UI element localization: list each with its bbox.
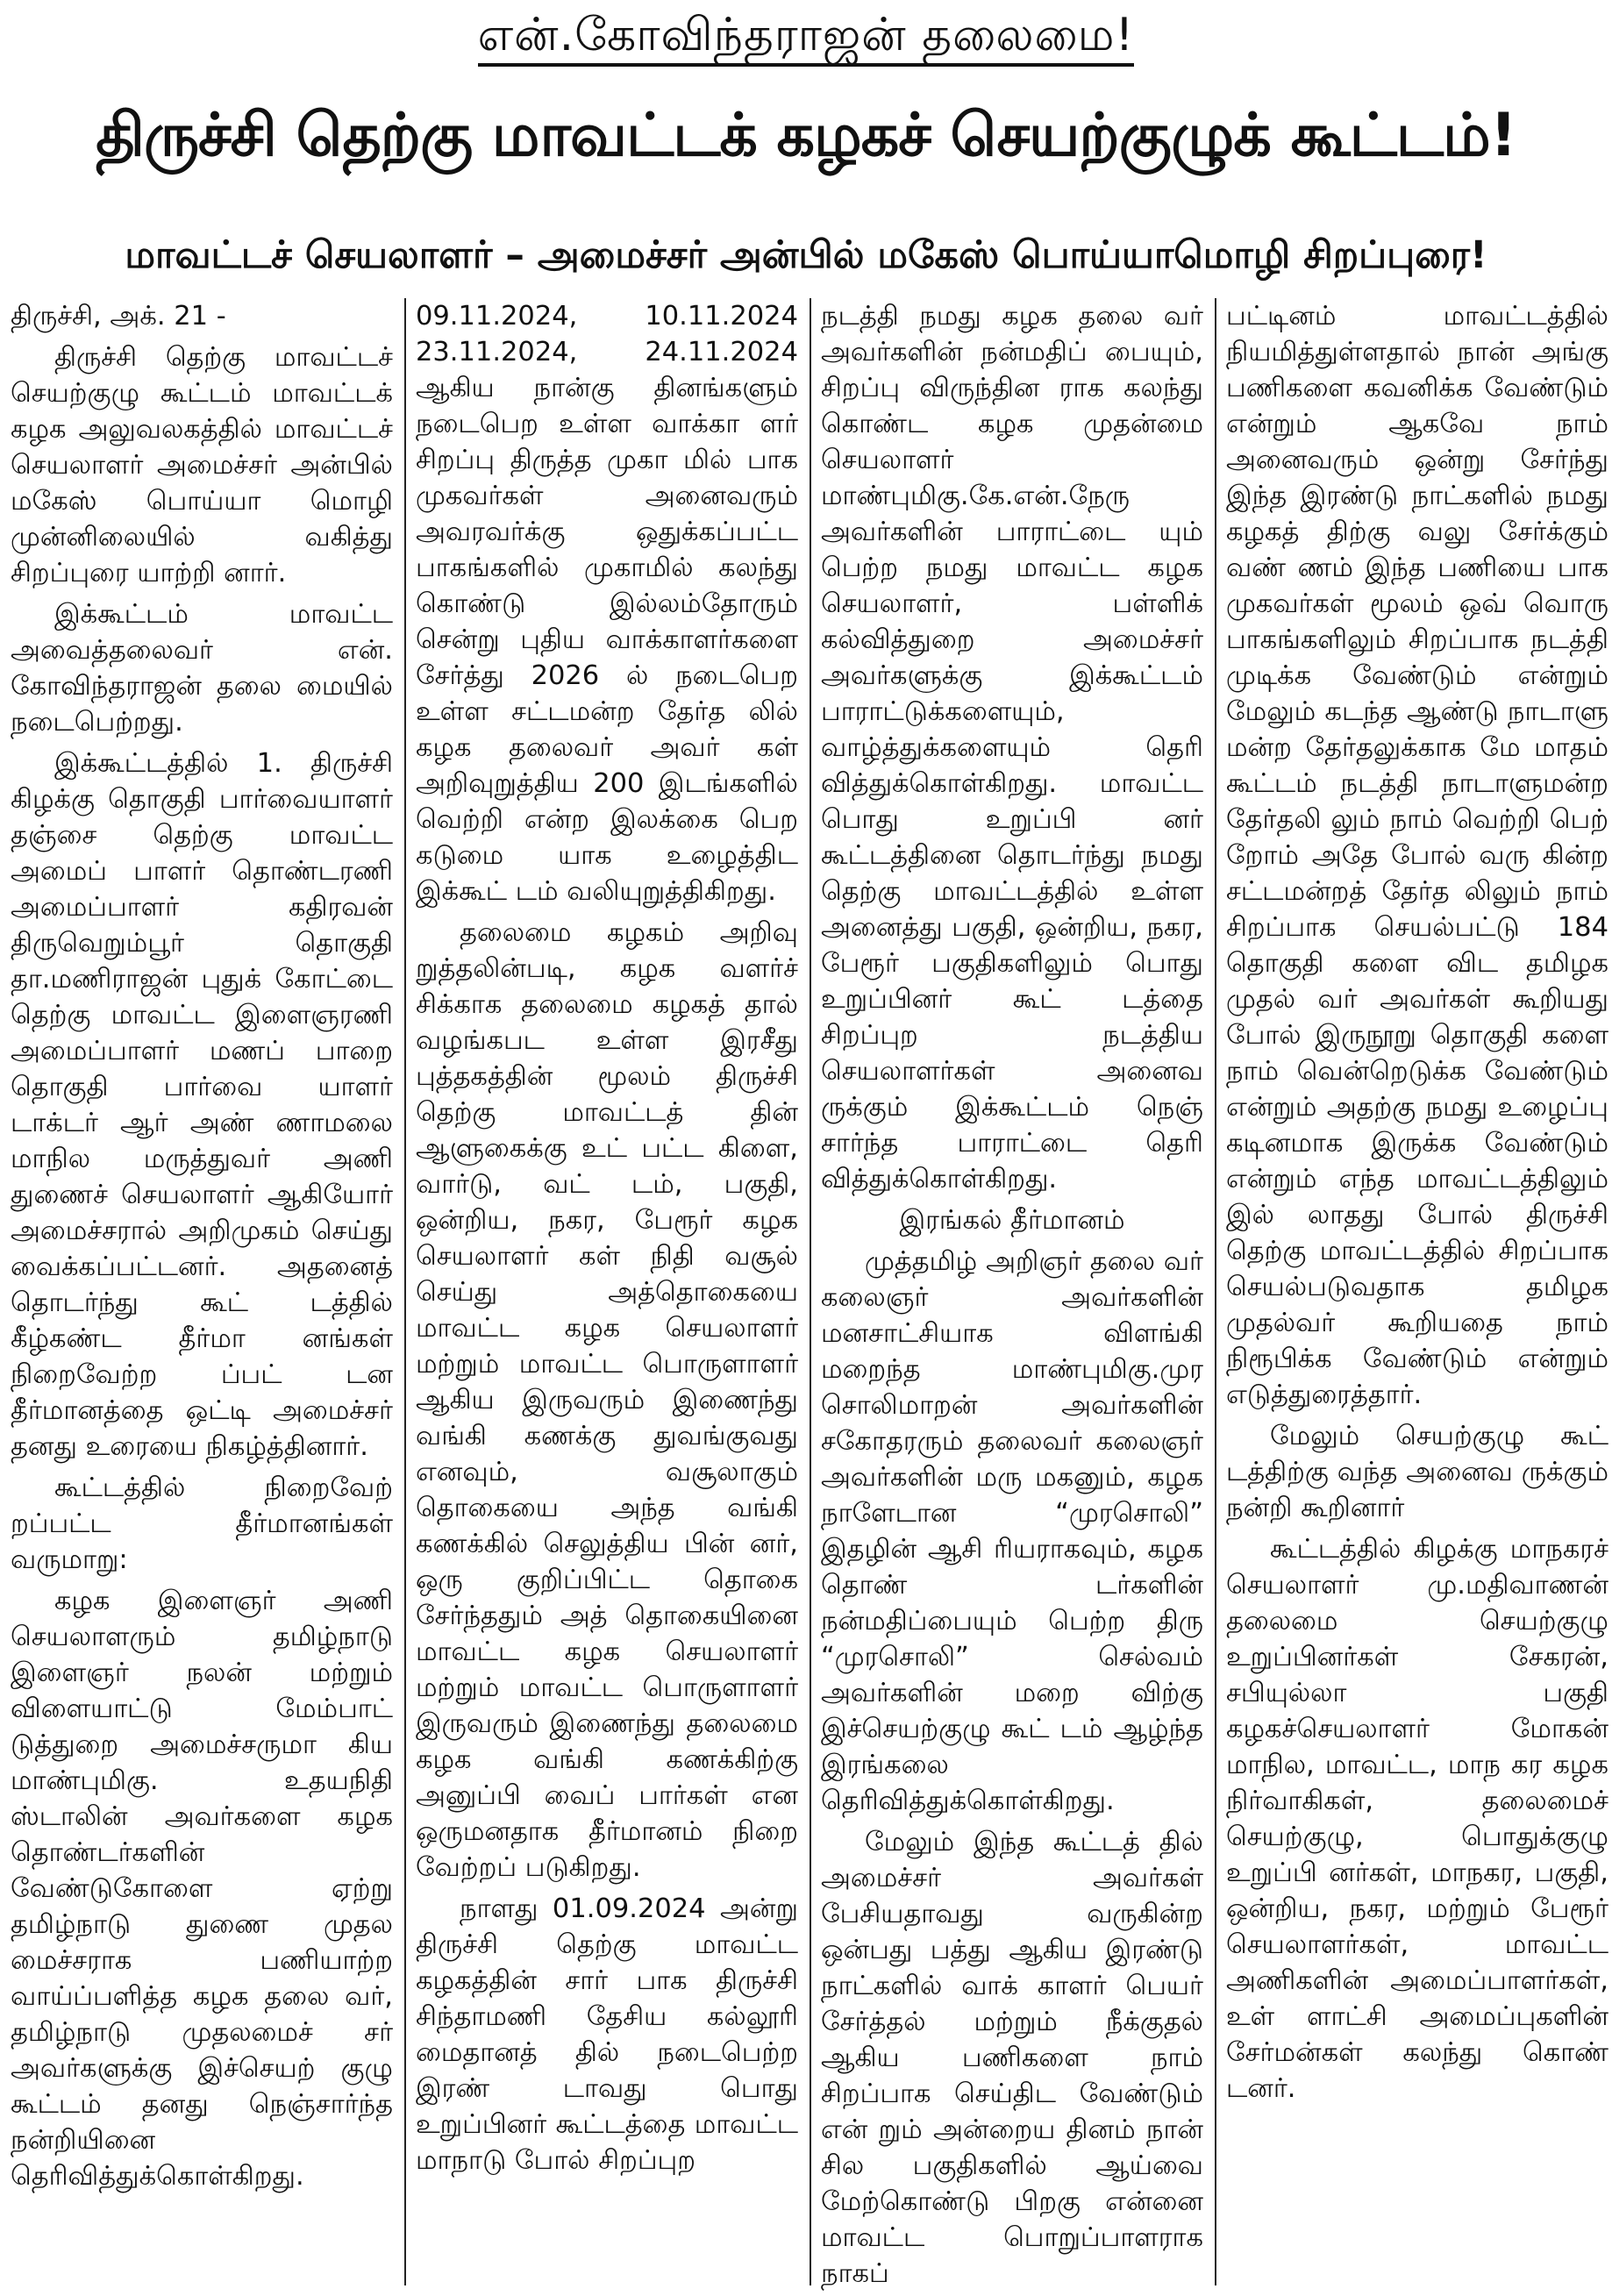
section-heading: இரங்கல் தீர்மானம் <box>899 1205 1125 1236</box>
column-divider <box>404 298 406 2285</box>
paragraph: நாளது 01.09.2024 அன்று திருச்சி தெற்கு மாவட்ட கழகத்தின் சார் பாக திருச்சி சிந்தாமணி தேசிய கல்லூரி மைதானத் தில் நடைபெற்ற இரண் டாவது பொது உறுப்பினர் கூட்டத்தை மாவட்ட மாநாடு போல் சிறப்புற <box>416 1893 798 2176</box>
column-divider <box>1215 298 1216 2285</box>
paragraph: திருச்சி தெற்கு மாவட்டச் செயற்குழு கூட்டம் மாவட்டக் கழக அலுவலகத்தில் மாவட்டச் செயலாளர் அமைச்சர் அன்பில் மகேஸ் பொய்யா மொழி முன்னிலையில் வகித்து சிறப்புரை யாற்றி னார். <box>11 342 393 588</box>
paragraph: இக்கூட்டத்தில் 1. திருச்சி கிழக்கு தொகுதி பார்வையாளர் தஞ்சை தெற்கு மாவட்ட அமைப் பாளர் தொண்டரணி அமைப்பாளர் கதிரவன் திருவெறும்பூர் தொகுதி தா.மணிராஜன் புதுக் கோட்டை தெற்கு மாவட்ட இளைஞரணி அமைப்பாளர் மணப் பாறை தொகுதி பார்வை யாளர் டாக்டர் ஆர் அண் ணாமலை மாநில மருத்துவர் அணி துணைச் செயலாளர் ஆகியோர் அமைச்சரால் அறிமுகம் செய்து வைக்கப்பட்டனர். அதனைத் தொடர்ந்து கூட் டத்தில் கீழ்கண்ட தீர்மா னங்கள் நிறைவேற்ற ப்பட் டன தீர்மானத்தை ஒட்டி அமைச்சர் தனது உரையை நிகழ்த்தினார். <box>11 748 393 1462</box>
article-column-1 <box>11 298 393 2291</box>
article-column-3 <box>821 298 1203 2291</box>
kicker <box>0 7 1612 63</box>
paragraph: தலைமை கழகம் அறிவு றுத்தலின்படி, கழக வளர்ச் சிக்காக தலைமை கழகத் தால் வழங்கபட உள்ள இரசீது புத்தகத்தின் மூலம் திருச்சி தெற்கு மாவட்டத் தின் ஆளுகைக்கு உட் பட்ட கிளை, வார்டு, வட் டம், பகுதி, ஒன்றிய, நகர, பேரூர் கழக செயலாளர் கள் நிதி வசூல் செய்து அத்தொகையை மாவட்ட கழக செயலாளர் மற்றும் மாவட்ட பொருளாளர் ஆகிய இருவரும் இணைந்து வங்கி கணக்கு துவங்குவது எனவும், வசூலாகும் தொகையை அந்த வங்கி கணக்கில் செலுத்திய பின் னர், ஒரு குறிப்பிட்ட தொகை சேர்ந்ததும் அத் தொகையினை மாவட்ட கழக செயலாளர் மற்றும் மாவட்ட பொருளாளர் இருவரும் இணைந்து தலைமை கழக வங்கி கணக்கிற்கு அனுப்பி வைப் பார்கள் என ஒருமனதாக தீர்மானம் நிறை வேற்றப் படுகிறது. <box>416 917 798 1883</box>
column-divider <box>810 298 811 2285</box>
paragraph: மேலும் இந்த கூட்டத் தில் அமைச்சர் அவர்கள் பேசியதாவது வருகின்ற ஒன்பது பத்து ஆகிய இரண்டு நாட்களில் வாக் காளர் பெயர் சேர்த்தல் மற்றும் நீக்குதல் ஆகிய பணிகளை நாம் சிறப்பாக செய்திட வேண்டும் என் றும் அன்றைய தினம் நான் சில பகுதிகளில் ஆய்வை மேற்கொண்டு பிறகு என்னை மாவட்ட பொறுப்பாளராக நாகப் <box>821 1827 1203 2289</box>
paragraph: இக்கூட்டம் மாவட்ட அவைத்தலைவர் என். கோவிந்தராஜன் தலை மையில் நடைபெற்றது. <box>11 599 393 738</box>
paragraph: மேலும் செயற்குழு கூட் டத்திற்கு வந்த அனைவ ருக்கும் நன்றி கூறினார் <box>1226 1421 1608 1523</box>
paragraph: பட்டினம் மாவட்டத்தில் நியமித்துள்ளதால் நான் அங்கு பணிகளை கவனிக்க வேண்டும் என்றும் ஆகவே நாம் அனைவரும் ஒன்று சேர்ந்து இந்த இரண்டு நாட்களில் நமது கழகத் திற்கு வலு சேர்க்கும் வண் ணம் இந்த பணியை பாக முகவர்கள் மூலம் ஒவ் வொரு பாகங்களிலும் சிறப்பாக நடத்தி முடிக்க வேண்டும் என்றும் மேலும் கடந்த ஆண்டு நாடாளு மன்ற தேர்தலுக்காக மே மாதம் கூட்டம் நடத்தி நாடாளுமன்ற தேர்தலி லும் நாம் வெற்றி பெற் றோம் அதே போல் வரு கின்ற சட்டமன்றத் தேர்த லிலும் நாம் சிறப்பாக செயல்பட்டு 184 தொகுதி களை விட தமிழக முதல் வர் அவர்கள் கூறியது போல் இருநூறு தொகுதி களை நாம் வென்றெடுக்க வேண்டும் என்றும் அதற்கு நமது உழைப்பு கடினமாக இருக்க வேண்டும் என்றும் எந்த மாவட்டத்திலும் இல் லாதது போல் திருச்சி தெற்கு மாவட்டத்தில் சிறப்பாக செயல்படுவதாக தமிழக முதல்வர் கூறியதை நாம் நிரூபிக்க வேண்டும் என்றும் எடுத்துரைத்தார். <box>1226 301 1608 1410</box>
article-column-2 <box>416 298 798 2291</box>
dateline: திருச்சி, அக். 21 - <box>11 301 226 332</box>
paragraph: கழக இளைஞர் அணி செயலாளரும் தமிழ்நாடு இளைஞர் நலன் மற்றும் விளையாட்டு மேம்பாட் டுத்துறை அமைச்சருமா கிய மாண்புமிகு. உதயநிதி ஸ்டாலின் அவர்களை கழக தொண்டர்களின் வேண்டுகோளை ஏற்று தமிழ்நாடு துணை முதல மைச்சராக பணியாற்ற வாய்ப்பளித்த கழக தலை வர், தமிழ்நாடு முதலமைச் சர் அவர்களுக்கு இச்செயற் குழு கூட்டம் தனது நெஞ்சார்ந்த நன்றியினை தெரிவித்துக்கொள்கிறது. <box>11 1586 393 2192</box>
paragraph: முத்தமிழ் அறிஞர் தலை வர் கலைஞர் அவர்களின் மனசாட்சியாக விளங்கி மறைந்த மாண்புமிகு.முர சொலிமாறன் அவர்களின் சகோதரரும் தலைவர் கலைஞர் அவர்களின் மரு மகனும், கழக நாளேடான “முரசொலி” இதழின் ஆசி ரியராகவும், கழக தொண் டர்களின் நன்மதிப்பையும் பெற்ற திரு “முரசொலி” செல்வம் அவர்களின் மறை விற்கு இச்செயற்குழு கூட் டம் ஆழ்ந்த இரங்கலை தெரிவித்துக்கொள்கிறது. <box>821 1246 1203 1816</box>
paragraph: கூட்டத்தில் நிறைவேற் றப்பட்ட தீர்மானங்கள் வருமாறு: <box>11 1472 393 1575</box>
subheadline: மாவட்டச் செயலாளர் – அமைச்சர் அன்பில் மகேஸ் பொய்யாமொழி சிறப்புரை! <box>125 233 1487 277</box>
article-column-4 <box>1226 298 1608 2291</box>
paragraph: நடத்தி நமது கழக தலை வர் அவர்களின் நன்மதிப் பையும், சிறப்பு விருந்தின ராக கலந்து கொண்ட கழக முதன்மை செயலாளர் மாண்புமிகு.கே.என்.நேரு அவர்களின் பாராட்டை யும் பெற்ற நமது மாவட்ட கழக செயலாளர், பள்ளிக் கல்வித்துறை அமைச்சர் அவர்களுக்கு இக்கூட்டம் பாராட்டுக்களையும், வாழ்த்துக்களையும் தெரி வித்துக்கொள்கிறது. மாவட்ட பொது உறுப்பி னர் கூட்டத்தினை தொடர்ந்து நமது தெற்கு மாவட்டத்தில் உள்ள அனைத்து பகுதி, ஒன்றிய, நகர, பேரூர் பகுதிகளிலும் பொது உறுப்பினர் கூட் டத்தை சிறப்புற நடத்திய செயலாளர்கள் அனைவ ருக்கும் இக்கூட்டம் நெஞ் சார்ந்த பாராட்டை தெரி வித்துக்கொள்கிறது. <box>821 301 1203 1194</box>
kicker-text: என்.கோவிந்தராஜன் தலைமை! <box>478 9 1135 67</box>
headline: திருச்சி தெற்கு மாவட்டக் கழகச் செயற்குழுக் கூட்டம்! <box>96 101 1516 170</box>
paragraph: கூட்டத்தில் கிழக்கு மாநகரச் செயலாளர் மு.மதிவாணன் தலைமை செயற்குழு உறுப்பினர்கள் சேகரன், சபியுல்லா பகுதி கழகச்செயலாளர் மோகன் மாநில, மாவட்ட, மாந கர கழக நிர்வாகிகள், தலைமைச் செயற்குழு, பொதுக்குழு உறுப்பி னர்கள், மாநகர, பகுதி, ஒன்றிய, நகர, மற்றும் பேரூர் செயலாளர்கள், மாவட்ட அணிகளின் அமைப்பாளர்கள், உள் ளாட்சி அமைப்புகளின் சேர்மன்கள் கலந்து கொண் டனர். <box>1226 1534 1608 2104</box>
paragraph: 09.11.2024, 10.11.2024 23.11.2024, 24.11.2024 ஆகிய நான்கு தினங்களும் நடைபெற உள்ள வாக்கா ளர் சிறப்பு திருத்த முகா மில் பாக முகவர்கள் அனைவரும் அவரவர்க்கு ஒதுக்கப்பட்ட பாகங்களில் முகாமில் கலந்து கொண்டு இல்லம்தோரும் சென்று புதிய வாக்காளர்களை சேர்த்து 2026 ல் நடைபெற உள்ள சட்டமன்ற தேர்த லில் கழக தலைவர் அவர் கள் அறிவுறுத்திய 200 இடங்களில் வெற்றி என்ற இலக்கை பெற கடுமை யாக உழைத்திட இக்கூட் டம் வலியுறுத்திகிறது. <box>416 301 798 907</box>
